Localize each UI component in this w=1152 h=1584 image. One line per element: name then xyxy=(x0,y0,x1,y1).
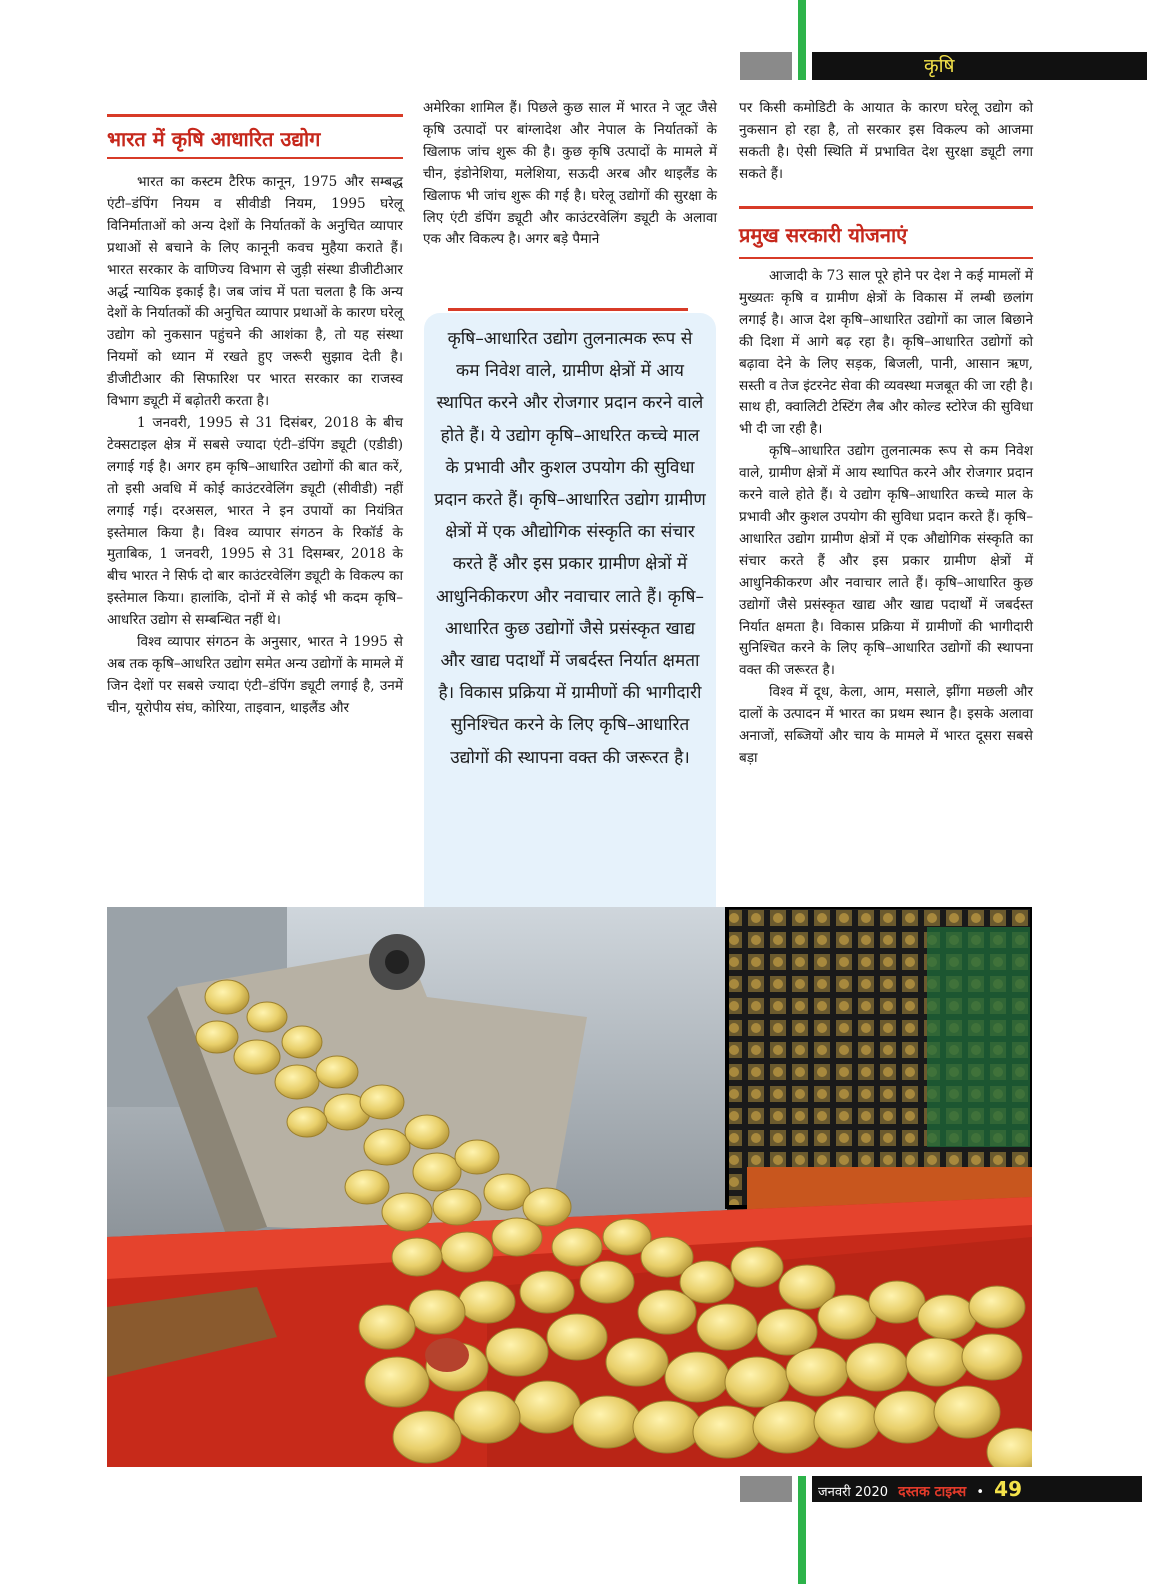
footer-grey-block xyxy=(740,1476,792,1502)
column-2 xyxy=(423,98,717,251)
potato-conveyor-photo xyxy=(107,907,1032,1467)
column-3-top xyxy=(739,98,1033,186)
heading-agri-industries: भारत में कृषि आधारित उद्योग xyxy=(107,127,321,151)
heading1-rule xyxy=(107,114,403,117)
col3-paragraph-3: कृषि–आधारित उद्योग तुलनात्मक रूप से कम निवेश वाले, ग्रामीण क्षेत्रों में आय स्थापित करने और रोजगार प्रदान करने वाले होते हैं। ये उद्योग कृषि–आधारित कच्चे माल के प्रभावी और कुशल उपयोग की सुविधा प्रदान करते हैं। कृषि–आधारित उद्योग ग्रामीण क्षेत्रों में एक औद्योगिक संस्कृति का संचार करते हैं और इस प्रकार ग्रामीण क्षेत्रों में आधुनिकीकरण और नवाचार लाते हैं। कृषि–आधारित कुछ उद्योगों जैसे प्रसंस्कृत खाद्य और खाद्य पदार्थों में जबर्दस्त निर्यात क्षमता है। विकास प्रक्रिया में ग्रामीणों की भागीदारी सुनिश्चित करने के लिए कृषि–आधारित उद्योगों की स्थापना वक्त की जरूरत है। xyxy=(739,443,1033,679)
col1-paragraph-2: 1 जनवरी, 1995 से 31 दिसंबर, 2018 के बीच टेक्सटाइल क्षेत्र में सबसे ज्यादा एंटी–डंपिंग ड्यूटी (एडीडी) लगाई गई है। अगर हम कृषि–आधारित उद्योगों की बात करें, तो इसी अवधि में कोई काउंटरवेलिंग ड्यूटी (सीवीडी) नहीं लगाई गई। दरअसल, भारत ने इन उपायों का नियंत्रित इस्तेमाल किया है। विश्व व्यापार संगठन के रिकॉर्ड के मुताबिक, 1 जनवरी, 1995 से 31 दिसम्बर, 2018 के बीच भारत ने सिर्फ दो बार काउंटरवेलिंग ड्यूटी के विकल्प का इस्तेमाल किया। हालांकि, दोनों में से कोई भी कदम कृषि–आधरित उद्योग से सम्बन्धित नहीं थे। xyxy=(107,414,403,629)
heading-govt-schemes: प्रमुख सरकारी योजनाएं xyxy=(739,223,908,247)
col1-paragraph-3: विश्व व्यापार संगठन के अनुसार, भारत ने 1995 से अब तक कृषि–आधरित उद्योग समेत अन्य उद्योगों के मामले में जिन देशों पर सबसे ज्यादा एंटी–डंपिंग ड्यूटी लगाई है, उनमें चीन, यूरोपीय संघ, कोरिया, ताइवान, थाइलैंड और xyxy=(107,634,403,716)
section-label: कृषि xyxy=(812,52,1147,80)
issue-month: जनवरी 2020 xyxy=(818,1485,888,1500)
footer-bullet: • xyxy=(976,1485,985,1500)
column-3 xyxy=(739,266,1033,770)
heading1-underline xyxy=(107,157,403,159)
header-grey-block xyxy=(740,52,792,80)
column-1 xyxy=(107,172,403,720)
col3-paragraph-1: पर किसी कमोडिटी के आयात के कारण घरेलू उद्योग को नुकसान हो रहा है, तो सरकार इस विकल्प को आजमा सकती है। ऐसी स्थिति में प्रभावित देश सुरक्षा ड्यूटी लगा सकते हैं। xyxy=(739,100,1033,182)
page-number: 49 xyxy=(994,1477,1022,1501)
heading2-rule xyxy=(739,206,1033,209)
pullquote-top-rule xyxy=(448,308,688,311)
pullquote: कृषि–आधारित उद्योग तुलनात्मक रूप से कम निवेश वाले, ग्रामीण क्षेत्रों में आय स्थापित करने और रोजगार प्रदान करने वाले होते हैं। ये उद्योग कृषि–आधरित कच्चे माल के प्रभावी और कुशल उपयोग की सुविधा प्रदान करते हैं। कृषि–आधारित उद्योग ग्रामीण क्षेत्रों में एक औद्योगिक संस्कृति का संचार करते हैं और इस प्रकार ग्रामीण क्षेत्रों में आधुनिकीकरण और नवाचार लाते हैं। कृषि–आधारित कुछ उद्योगों जैसे प्रसंस्कृत खाद्य और खाद्य पदार्थों में जबर्दस्त निर्यात क्षमता है। विकास प्रक्रिया में ग्रामीणों की भागीदारी सुनिश्चित करने के लिए कृषि–आधारित उद्योगों की स्थापना वक्त की जरूरत है। xyxy=(424,313,716,938)
col2-paragraph-1: अमेरिका शामिल हैं। पिछले कुछ साल में भारत ने जूट जैसे कृषि उत्पादों पर बांग्लादेश और नेपाल के निर्यातकों के खिलाफ जांच शुरू की है। कुछ कृषि उत्पादों के मामले में चीन, इंडोनेशिया, मलेशिया, सऊदी अरब और थाइलैंड के खिलाफ भी जांच शुरू की गई है। घरेलू उद्योगों की सुरक्षा के लिए एंटी डंपिंग ड्यूटी और काउंटरवेलिंग ड्यूटी के अलावा एक और विकल्प है। अगर बड़े पैमाने xyxy=(423,100,717,248)
footer-green-bar xyxy=(798,1476,806,1584)
heading2-underline xyxy=(739,257,1033,259)
col1-paragraph-1: भारत का कस्टम टैरिफ कानून, 1975 और सम्बद्ध एंटी–डंपिंग नियम व सीवीडी नियम, 1995 घरेलू विनिर्माताओं को अन्य देशों के निर्यातकों के अनुचित व्यापार प्रथाओं से बचाने के लिए कानूनी कवच मुहैया कराते हैं। भारत सरकार के वाणिज्य विभाग से जुड़ी संस्था डीजीटीआर अर्द्ध न्यायिक इकाई है। जब जांच में पता चलता है कि अन्य देशों के निर्यातकों की अनुचित व्यापार प्रथाओं के कारण घरेलू उद्योग को नुकसान पहुंचने की आशंका है, तो यह संस्था नियमों को ध्यान में रखते हुए जरूरी सुझाव देती है। डीजीटीआर की सिफारिश पर भारत सरकार का राजस्व विभाग ड्यूटी में बढ़ोतरी करता है। xyxy=(107,174,403,410)
footer-bar xyxy=(812,1476,1142,1502)
photo-illustration xyxy=(107,907,1032,1467)
header-green-bar xyxy=(798,0,806,80)
magazine-logo: दस्तक टाइम्स xyxy=(898,1484,967,1500)
col3-paragraph-2: आजादी के 73 साल पूरे होने पर देश ने कई मामलों में मुख्यतः कृषि व ग्रामीण क्षेत्रों के विकास में लम्बी छलांग लगाई है। आज देश कृषि–आधारित उद्योगों का जाल बिछाने की दिशा में आगे बढ़ रहा है। कृषि–आधारित उद्योगों को बढ़ावा देने के लिए सड़क, बिजली, पानी, आसान ऋण, सस्ती व तेज इंटरनेट सेवा की व्यवस्था मजबूत की जा रही है। साथ ही, क्वालिटी टेस्टिंग लैब और कोल्ड स्टोरेज की सुविधा भी दी जा रही है। xyxy=(739,268,1033,438)
col3-paragraph-4: विश्व में दूध, केला, आम, मसाले, झींगा मछली और दालों के उत्पादन में भारत का प्रथम स्थान है। इसके अलावा अनाजों, सब्जियों और चाय के मामले में भारत दूसरा सबसे बड़ा xyxy=(739,684,1033,766)
